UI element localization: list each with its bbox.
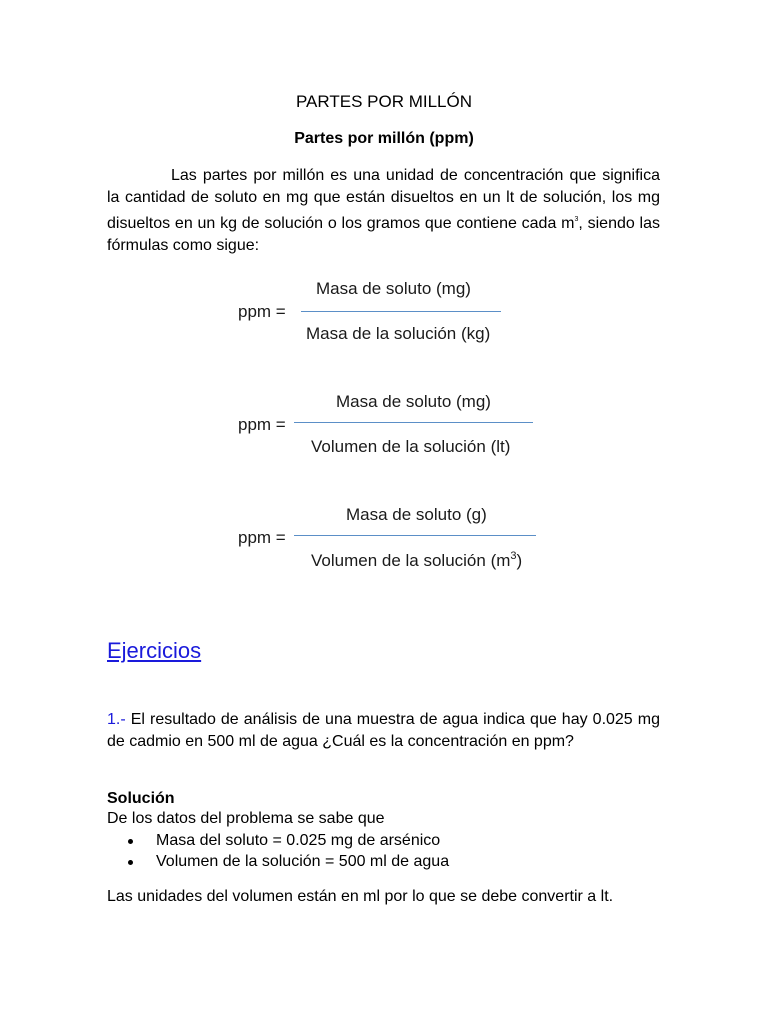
formula-numerator: Masa de soluto (mg) — [336, 392, 491, 411]
denominator-close: ) — [516, 551, 523, 570]
list-item — [107, 851, 449, 872]
list-item-text: Masa del soluto = 0.025 mg de arsénico — [156, 832, 441, 849]
formula-denominator — [311, 550, 522, 571]
intro-paragraph — [107, 165, 660, 257]
problem-number: 1.- — [107, 711, 126, 728]
bullet-icon — [128, 839, 133, 844]
formula-numerator: Masa de soluto (mg) — [316, 279, 471, 298]
list-item — [107, 830, 449, 851]
formula-denominator: Masa de la solución (kg) — [306, 324, 491, 343]
formula-lhs: ppm = — [238, 302, 286, 321]
solution-label: Solución — [107, 790, 175, 807]
list-item-text: Volumen de la solución = 500 ml de agua — [156, 853, 450, 870]
solution-intro: De los datos del problema se sabe que — [107, 810, 385, 827]
closing-paragraph: Las unidades del volumen están en ml por lo que se debe convertir a lt. — [107, 888, 614, 905]
exercises-heading-link[interactable]: Ejercicios — [107, 638, 202, 663]
denominator-text: Volumen de la solución (m — [311, 551, 511, 570]
formula-denominator: Volumen de la solución (lt) — [311, 437, 511, 456]
data-list — [107, 830, 449, 872]
problem-1-paragraph — [107, 709, 660, 753]
fraction-bar — [294, 535, 536, 536]
intro-text: Las partes por millón es una unidad de concentración que significa la cantidad de soluto en mg que están disueltos en un lt de solución, los mg disueltos en un kg de solución o los gramos que contiene cada m — [107, 167, 660, 232]
fraction-bar — [301, 311, 501, 312]
formula-lhs: ppm = — [238, 415, 286, 434]
intro-superscript: 3 — [574, 216, 579, 223]
denominator-superscript: 3 — [510, 550, 517, 562]
intro-text-end: , siendo las fórmulas como sigue: — [107, 215, 661, 254]
bullet-icon — [128, 860, 133, 865]
formula-lhs: ppm = — [238, 528, 286, 547]
document-title: PARTES POR MILLÓN — [295, 92, 473, 111]
fraction-bar — [294, 422, 533, 423]
problem-text: El resultado de análisis de una muestra de agua indica que hay 0.025 mg de cadmio en 500 ml de agua ¿Cuál es la concentración en ppm? — [107, 711, 660, 750]
formula-numerator: Masa de soluto (g) — [346, 505, 487, 524]
document-subtitle: Partes por millón (ppm) — [294, 130, 474, 147]
